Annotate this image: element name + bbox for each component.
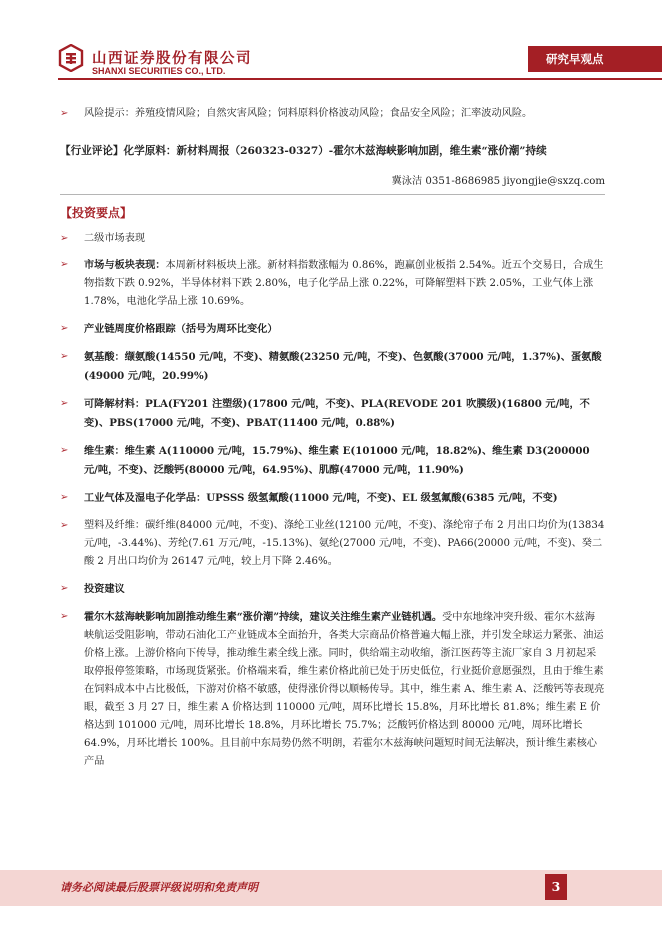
list-item [60, 320, 605, 339]
report-body [60, 92, 605, 771]
amino-acid-prices: 氨基酸：缬氨酸(14550 元/吨，不变)、精氨酸(23250 元/吨，不变)、色氨酸(37000 元/吨，1.37%)、蛋氨酸(49000 元/吨，20.99%) [84, 351, 602, 382]
bullet-arrow-icon: ➢ [60, 583, 69, 594]
list-item [60, 442, 605, 480]
investment-advice-lead: 霍尔木兹海峡影响加剧推动维生素“涨价潮”持续，建议关注维生素产业链机遇。 [84, 611, 443, 623]
list-item [60, 230, 605, 248]
disclaimer-note: 请务必阅读最后股票评级说明和免责声明 [60, 881, 258, 894]
page-number: 3 [545, 874, 567, 900]
risk-warning [60, 105, 605, 123]
shanxi-securities-logo-icon [58, 44, 84, 72]
list-item [60, 256, 605, 311]
investment-advice-heading: 投资建议 [84, 583, 125, 595]
author-contact: 冀泳洁 0351-8686985 jiyongjie@sxzq.com [391, 176, 605, 187]
risk-warning-text: 风险提示：养殖疫情风险；自然灾害风险；饲料原料价格波动风险；食品安全风险；汇率波动风险。 [84, 108, 533, 119]
header-divider [58, 78, 662, 80]
author-divider [60, 194, 605, 195]
bullet-arrow-icon: ➢ [60, 520, 69, 531]
degradable-material-prices: 可降解材料：PLA(FY201 注塑级)(17800 元/吨，不变)、PLA(REVODE 201 吹膜级)(16800 元/吨，不变)、PBS(17000 元/吨，不变)、PBAT(11400 元/吨，0.88%) [84, 398, 590, 429]
bullet-arrow-icon: ➢ [60, 445, 69, 456]
bullet-arrow-icon: ➢ [60, 323, 69, 334]
market-performance-text: 本周新材料板块上涨。新材料指数涨幅为 0.86%，跑赢创业板指 2.54%。近五个交易日，合成生物指数下跌 0.92%，半导体材料下跌 2.80%，电子化学品上涨 0.22%，可降解塑料下跌 2.05%，工业气体上涨 1.78%，电池化学品上涨 10.69%。 [84, 260, 604, 307]
report-type-label: 研究早观点 [528, 46, 662, 72]
industrial-gas-prices: 工业气体及湿电子化学品：UPSSS 级氢氟酸(11000 元/吨，不变)、EL 级氢氟酸(6385 元/吨，不变) [84, 492, 558, 504]
list-item [60, 608, 605, 771]
bullet-arrow-icon: ➢ [60, 351, 69, 362]
report-headline: 【行业评论】化学原料：新材料周报（260323-0327）-霍尔木兹海峡影响加剧，维生素“涨价潮”持续 [60, 145, 547, 157]
page-header [0, 0, 662, 80]
section-title: 【投资要点】 [60, 206, 133, 220]
chain-tracking-heading: 产业链周度价格跟踪（括号为周环比变化） [84, 323, 278, 335]
brand-name-en: SHANXI SECURITIES CO., LTD. [92, 66, 226, 76]
vitamin-prices: 维生素：维生素 A(110000 元/吨，15.79%)、维生素 E(101000 元/吨，18.82%)、维生素 D3(200000 元/吨，不变)、泛酸钙(80000 元/吨，64.95%)、肌醇(47000 元/吨，11.90%) [84, 445, 590, 476]
investment-advice-text: 受中东地缘冲突升级、霍尔木兹海峡航运受阻影响，带动石油化工产业链成本全面抬升，各类大宗商品价格普遍大幅上涨，并引发全球运力紧张、油运价格上涨。上游价格向下传导，推动维生素全线上涨。同时，供给端主动收缩，浙江医药等主流厂家自 3 月初起采取停报停签策略，市场现货紧张。价格端来看，维生素价格此前已处于历史低位，行业挺价意愿强烈，且由于维生素在饲料成本中占比极低，下游对价格不敏感，使得涨价得以顺畅传导。其中，维生素 A、维生素 A、泛酸钙等表现亮眼，截至 3 月 27 日，维生素 A 价格达到 110000 元/吨，周环比增长 15.8%，月环比增长 81.8%；维生素 E 价格达到 101000 元/吨，周环比增长 18.8%，月环比增长 75.7%；泛酸钙价格达到 80000 元/吨，周环比增长 64.9%，月环比增长 100%。且目前中东局势仍然不明朗，若霍尔木兹海峡问题短时间无法解决，预计维生素核心产品 [84, 612, 605, 767]
bullet-arrow-icon: ➢ [60, 398, 69, 409]
list-item [60, 395, 605, 433]
plastics-fiber-prices: 塑料及纤维：碳纤维(84000 元/吨，不变)、涤纶工业丝(12100 元/吨，不变)、涤纶帘子布 2 月出口均价为(13834 元/吨，-3.44%)、芳纶(7.61 万元/吨，-15.13%)、氨纶(27000 元/吨，不变)、PA66(20000 元/吨，不变)、癸二酸 2 月出口均价为 26147 元/吨，较上月下降 2.46%。 [84, 520, 605, 567]
brand-name-cn: 山西证券股份有限公司 [92, 51, 252, 67]
bullet-arrow-icon: ➢ [60, 233, 69, 244]
bullet-arrow-icon: ➢ [60, 611, 69, 622]
bullet-arrow-icon: ➢ [60, 492, 69, 503]
list-item [60, 580, 605, 599]
list-item [60, 489, 605, 508]
bullet-arrow-icon: ➢ [60, 108, 69, 119]
secondary-market-heading: 二级市场表现 [84, 233, 146, 244]
list-item [60, 348, 605, 386]
bullet-arrow-icon: ➢ [60, 259, 69, 270]
list-item [60, 517, 605, 571]
market-performance-lead: 市场与板块表现： [84, 259, 166, 271]
